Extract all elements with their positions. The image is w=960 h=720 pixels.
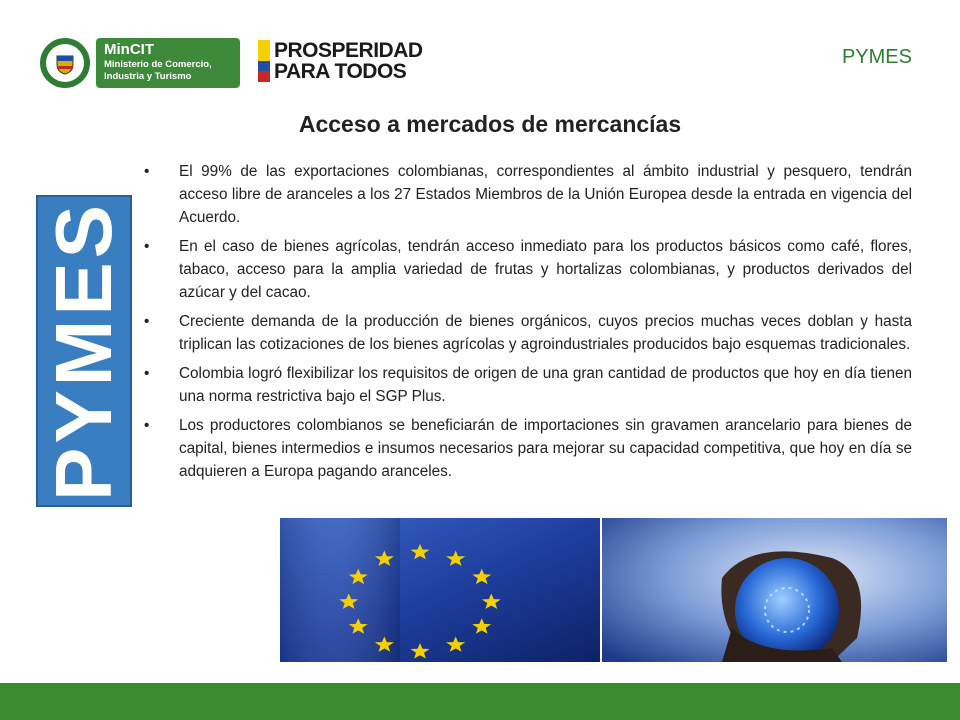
bullet-text: El 99% de las exportaciones colombianas, correspondientes al ámbito industrial y pesquero, tendrán acceso libre de aranceles a los 27 Estados Miembros de la Unión Europea desde la entrada en vigencia del Acuerdo.: [179, 163, 912, 226]
prosperidad-line: PROSPERIDAD: [274, 39, 423, 62]
bullet-icon: •: [144, 365, 150, 382]
bullet-item: [140, 362, 912, 408]
bullet-icon: •: [144, 163, 150, 180]
bullet-list: [140, 160, 912, 489]
mincit-subtitle: [104, 59, 212, 83]
section-label: PYMES: [841, 46, 912, 68]
bullet-item: [140, 160, 912, 229]
footer-bar: [0, 683, 960, 720]
pymes-side-text: PYMES: [39, 200, 129, 502]
colombia-seal-icon: [40, 38, 90, 88]
colombia-flag-icon: [258, 40, 270, 82]
bullet-item: [140, 310, 912, 356]
mincit-badge: [96, 38, 240, 88]
bullet-item: [140, 414, 912, 483]
bullet-icon: •: [144, 313, 150, 330]
mincit-subtitle-line: Industria y Turismo: [104, 71, 192, 82]
bullet-icon: •: [144, 238, 150, 255]
mincit-logo: [40, 38, 240, 88]
bullet-text: Colombia logró flexibilizar los requisitos de origen de una gran cantidad de productos que hoy en día tienen una norma restrictiva bajo el SGP Plus.: [179, 365, 912, 405]
prosperidad-logo: [258, 40, 428, 86]
slide-title: Acceso a mercados de mercancías: [298, 111, 682, 137]
bullet-item: [140, 235, 912, 304]
pymes-side-banner: [36, 195, 132, 507]
eu-flag-image: [280, 518, 600, 662]
bullet-text: Los productores colombianos se beneficiarán de importaciones sin gravamen arancelario para bienes de capital, bienes intermedios e insumos necesarios para mejorar su capacidad competitiva, que hoy en día se adquieren a Europa pagando aranceles.: [179, 417, 912, 480]
photo-strip: [280, 518, 947, 662]
mincit-subtitle-line: Ministerio de Comercio,: [104, 59, 212, 70]
bullet-icon: •: [144, 417, 150, 434]
prosperidad-line: PARA TODOS: [274, 60, 407, 83]
bullet-text: En el caso de bienes agrícolas, tendrán acceso inmediato para los productos básicos como café, flores, tabaco, acceso para la amplia variedad de frutas y hortalizas colombianas, y productos derivados del azúcar y del cacao.: [179, 238, 912, 301]
mincit-name: MinCIT: [104, 41, 154, 58]
bullet-text: Creciente demanda de la producción de bienes orgánicos, cuyos precios muchas veces doblan y hasta triplican las cotizaciones de los bienes agrícolas y agroindustriales producidos bajo esquemas tradicionales.: [179, 313, 912, 353]
prosperidad-text: [274, 40, 423, 82]
hands-globe-image: [602, 518, 947, 662]
